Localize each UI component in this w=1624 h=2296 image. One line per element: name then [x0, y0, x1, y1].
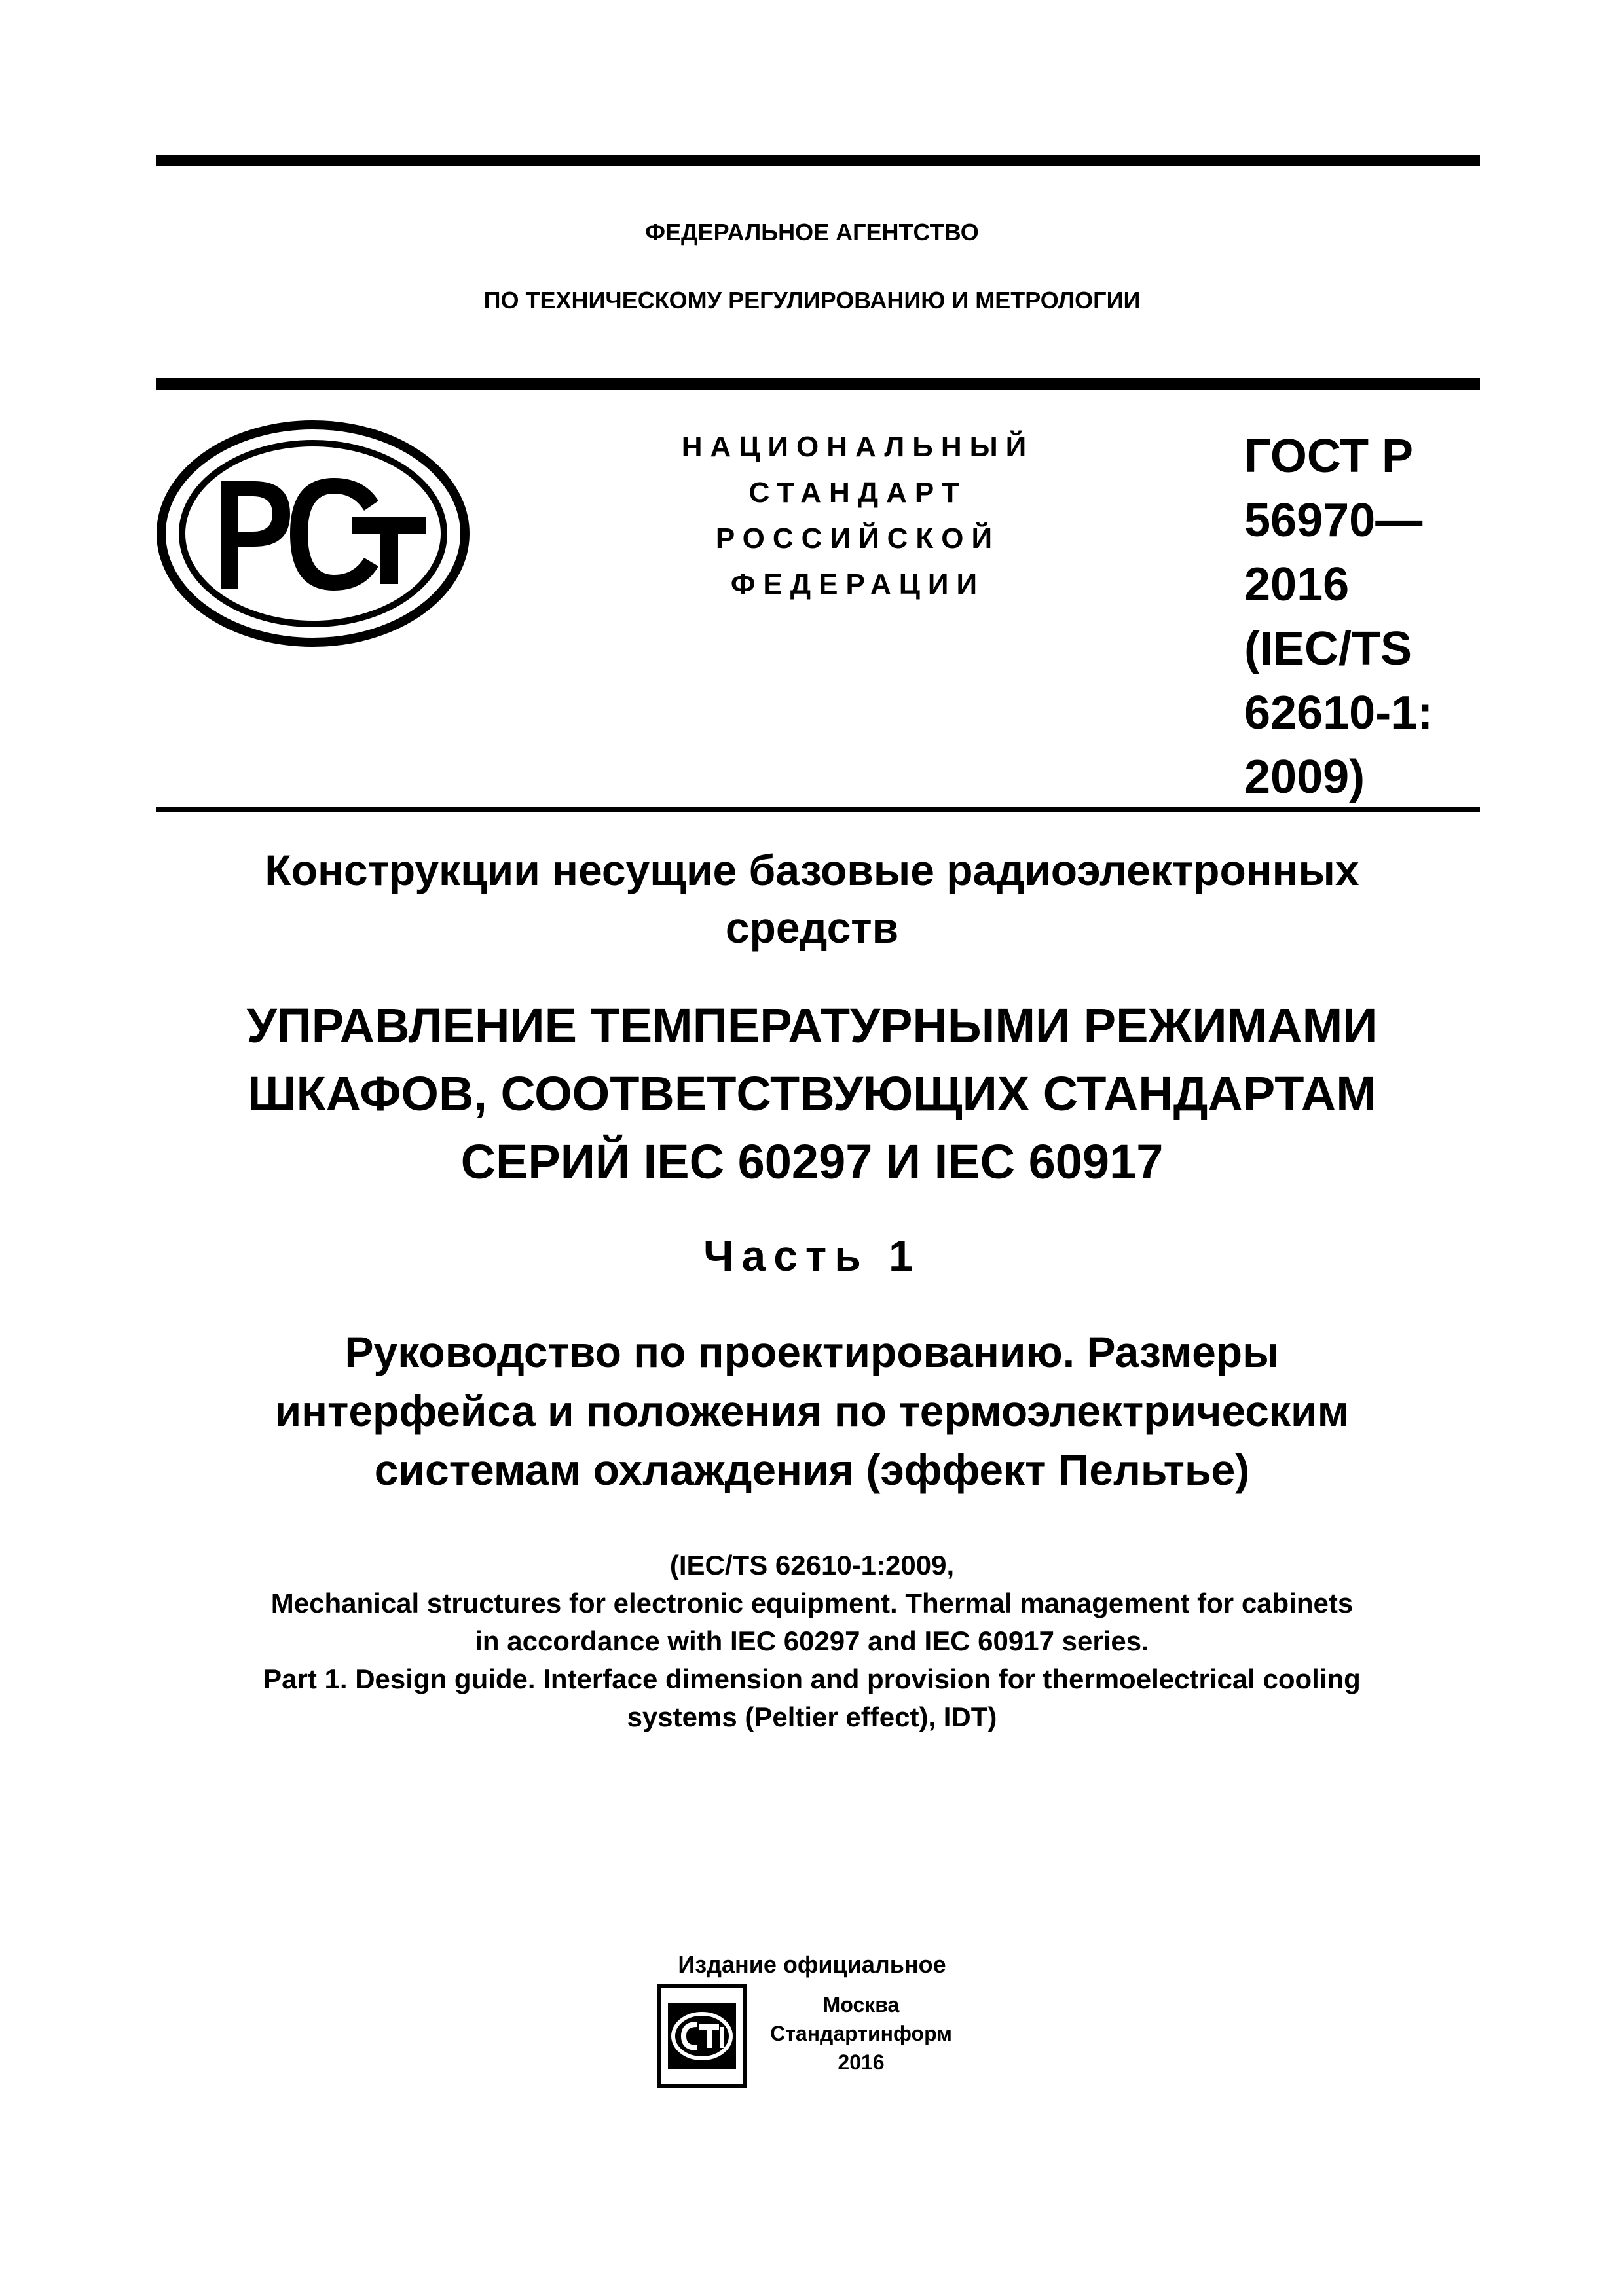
publisher-year: 2016 — [838, 2050, 885, 2074]
designation-line: 2016 — [1244, 558, 1350, 611]
middle-rule — [156, 378, 1480, 390]
general-title-line: Конструкции несущие базовые радиоэлектронных — [265, 846, 1359, 894]
sub-title-line: системам охлаждения (эффект Пельтье) — [374, 1446, 1250, 1494]
publisher-name: Стандартинформ — [770, 2022, 952, 2045]
standard-type-line: РОССИЙСКОЙ — [715, 522, 1001, 555]
designation-line: 62610-1: — [1244, 687, 1433, 739]
publisher-city: Москва — [822, 1993, 900, 2016]
agency-name-line-1: ФЕДЕРАЛЬНОЕ АГЕНТСТВО — [645, 219, 979, 246]
designation-line: ГОСТ Р — [1244, 430, 1414, 483]
edition-label: Издание официальное — [678, 1951, 946, 1978]
international-reference-line: systems (Peltier effect), IDT) — [627, 1702, 997, 1732]
top-rule — [156, 155, 1480, 166]
agency-name-line-2: ПО ТЕХНИЧЕСКОМУ РЕГУЛИРОВАНИЮ И МЕТРОЛОГИИ — [483, 287, 1141, 314]
international-reference-line: in accordance with IEC 60297 and IEC 60917 series. — [475, 1626, 1149, 1656]
international-reference-line: Part 1. Design guide. Interface dimension and provision for thermoelectrical cooling — [263, 1664, 1361, 1694]
international-reference — [98, 1546, 1526, 1736]
main-title-line: СЕРИЙ IEC 60297 И IEC 60917 — [460, 1135, 1164, 1189]
designation-line: 56970— — [1244, 494, 1423, 547]
standartinform-logo-icon — [656, 1984, 748, 2088]
sub-title — [98, 1322, 1526, 1499]
standard-designation — [1244, 424, 1480, 809]
designation-line: (IEC/TS — [1244, 623, 1412, 675]
main-title — [98, 992, 1526, 1196]
main-title-line: ШКАФОВ, СООТВЕТСТВУЮЩИХ СТАНДАРТАМ — [248, 1066, 1376, 1121]
standard-type-line: СТАНДАРТ — [748, 477, 967, 509]
sub-title-line: интерфейса и положения по термоэлектрическим — [274, 1387, 1350, 1435]
standard-type — [576, 424, 1139, 608]
part-number: Часть 1 — [703, 1231, 921, 1280]
standard-type-line: ФЕДЕРАЦИИ — [730, 568, 986, 600]
international-reference-line: (IEC/TS 62610-1:2009, — [669, 1550, 955, 1580]
general-title-line: средств — [725, 903, 899, 952]
sub-title-line: Руководство по проектированию. Размеры — [344, 1328, 1280, 1376]
main-title-line: УПРАВЛЕНИЕ ТЕМПЕРАТУРНЫМИ РЕЖИМАМИ — [246, 998, 1378, 1053]
publisher-info — [753, 1990, 969, 2077]
standard-type-line: НАЦИОНАЛЬНЫЙ — [681, 431, 1035, 463]
lower-rule — [156, 807, 1480, 812]
designation-line: 2009) — [1244, 751, 1365, 803]
general-title — [98, 841, 1526, 957]
international-reference-line: Mechanical structures for electronic equipment. Thermal management for cabinets — [270, 1588, 1354, 1618]
rst-mark-logo-icon — [156, 419, 470, 648]
